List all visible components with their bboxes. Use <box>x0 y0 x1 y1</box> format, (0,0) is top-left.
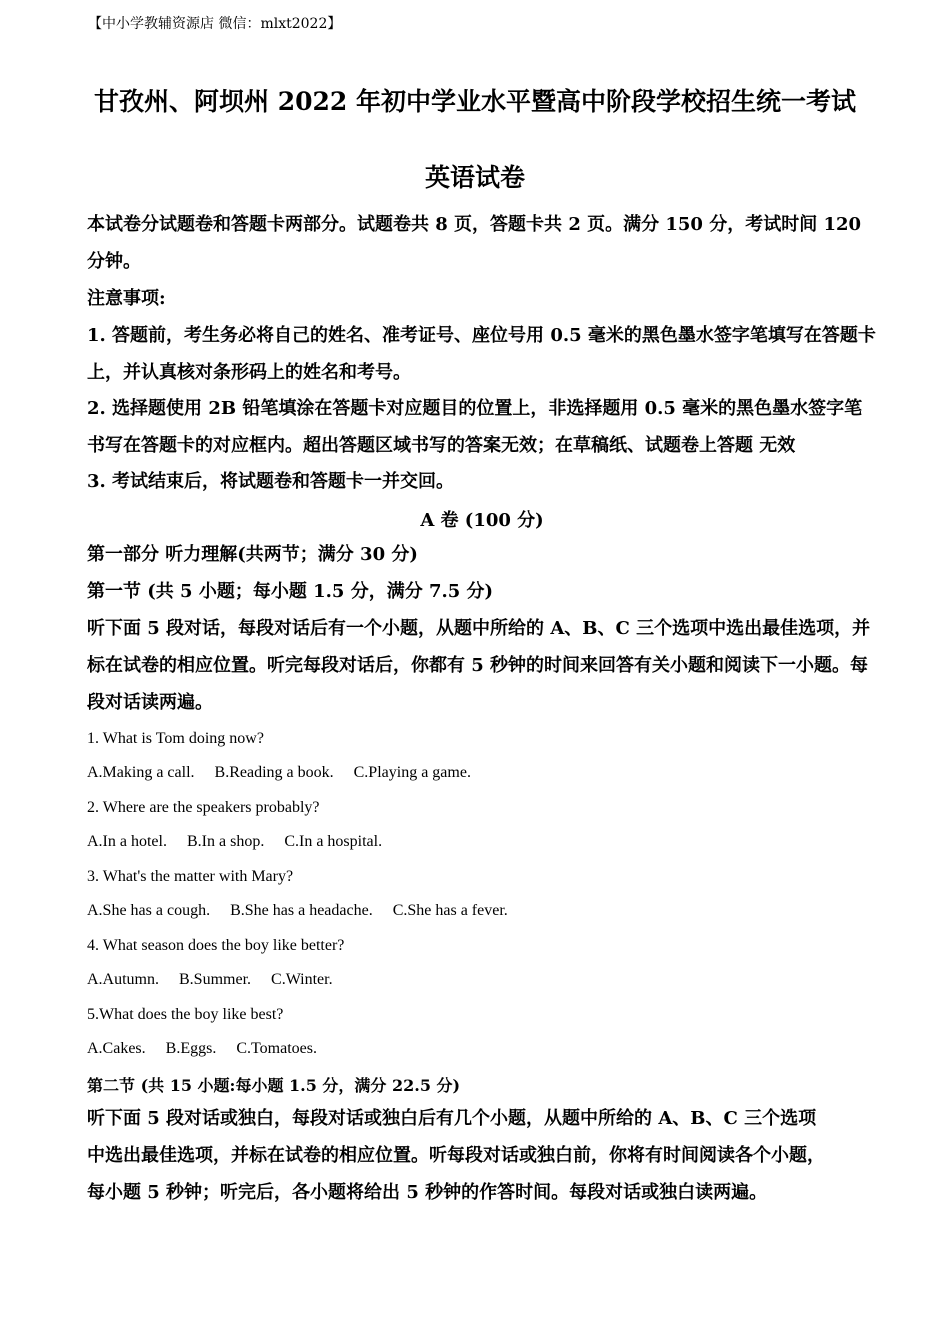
section2-heading: 第二节 (共 15 小题:每小题 1.5 分，满分 22.5 分) <box>87 1076 461 1095</box>
question-1-options <box>87 763 877 783</box>
question-1: 1. What is Tom doing now? <box>87 730 264 747</box>
option-b: B.Summer. <box>179 971 252 988</box>
option-c: C.In a hospital. <box>284 833 383 850</box>
option-a: A.Cakes. <box>87 1040 146 1057</box>
option-c: C.She has a fever. <box>392 902 508 919</box>
option-b: B.Eggs. <box>165 1040 217 1057</box>
paper-a-heading: A 卷 (100 分) <box>420 510 544 531</box>
question-5-options <box>87 1039 877 1059</box>
question-5: 5.What does the boy like best? <box>87 1006 284 1023</box>
notice-item-2: 2. 选择题使用 2B 铅笔填涂在答题卡对应题目的位置上，非选择题用 0.5 毫米的黑色墨水签字笔书写在答题卡的对应框内。超出答题区域书写的答案无效；在草稿纸、试题卷上答题 无效 <box>87 398 863 456</box>
part1-heading: 第一部分 听力理解(共两节；满分 30 分) <box>87 544 418 565</box>
section2-line-3: 每小题 5 秒钟；听完后，各小题将给出 5 秒钟的作答时间。每段对话或独白读两遍。 <box>87 1182 768 1203</box>
notice-item-1: 1. 答题前，考生务必将自己的姓名、准考证号、座位号用 0.5 毫米的黑色墨水签字笔填写在答题卡上，并认真核对条形码上的姓名和考号。 <box>87 325 876 383</box>
question-3-options <box>87 901 877 921</box>
notice-item-3: 3. 考试结束后，将试题卷和答题卡一并交回。 <box>87 471 455 492</box>
intro-paragraph: 本试卷分试题卷和答题卡两部分。试题卷共 8 页，答题卡共 2 页。满分 150 分，考试时间 120 分钟。 <box>87 214 862 272</box>
option-a: A.Making a call. <box>87 764 195 781</box>
header-note: 【中小学教辅资源店 微信：mlxt2022】 <box>88 16 342 32</box>
question-4: 4. What season does the boy like better? <box>87 937 345 954</box>
section1-instructions: 听下面 5 段对话，每段对话后有一个小题，从题中所给的 A、B、C 三个选项中选出最佳选项，并标在试卷的相应位置。听完每段对话后，你都有 5 秒钟的时间来回答有关小题和阅读下一小题。每段对话读两遍。 <box>87 618 871 713</box>
question-3: 3. What's the matter with Mary? <box>87 868 294 885</box>
question-2: 2. Where are the speakers probably? <box>87 799 320 816</box>
exam-subtitle: 英语试卷 <box>424 163 525 192</box>
notice-heading: 注意事项: <box>87 288 166 309</box>
exam-title: 甘孜州、阿坝州 2022 年初中学业水平暨高中阶段学校招生统一考试 <box>94 87 856 116</box>
question-4-options <box>87 970 877 990</box>
option-a: A.In a hotel. <box>87 833 167 850</box>
option-c: C.Winter. <box>271 971 333 988</box>
question-2-options <box>87 832 877 852</box>
option-a: A.She has a cough. <box>87 902 211 919</box>
section2-line-1: 听下面 5 段对话或独白，每段对话或独白后有几个小题，从题中所给的 A、B、C 三个选项 <box>87 1108 817 1129</box>
option-b: B.Reading a book. <box>214 764 334 781</box>
option-b: B.She has a headache. <box>230 902 373 919</box>
option-b: B.In a shop. <box>186 833 265 850</box>
section1-heading: 第一节 (共 5 小题；每小题 1.5 分，满分 7.5 分) <box>87 581 494 602</box>
option-c: C.Playing a game. <box>353 764 471 781</box>
option-a: A.Autumn. <box>87 971 159 988</box>
option-c: C.Tomatoes. <box>236 1040 317 1057</box>
section2-line-2: 中选出最佳选项，并标在试卷的相应位置。听每段对话或独白前，你将有时间阅读各个小题， <box>87 1145 825 1166</box>
